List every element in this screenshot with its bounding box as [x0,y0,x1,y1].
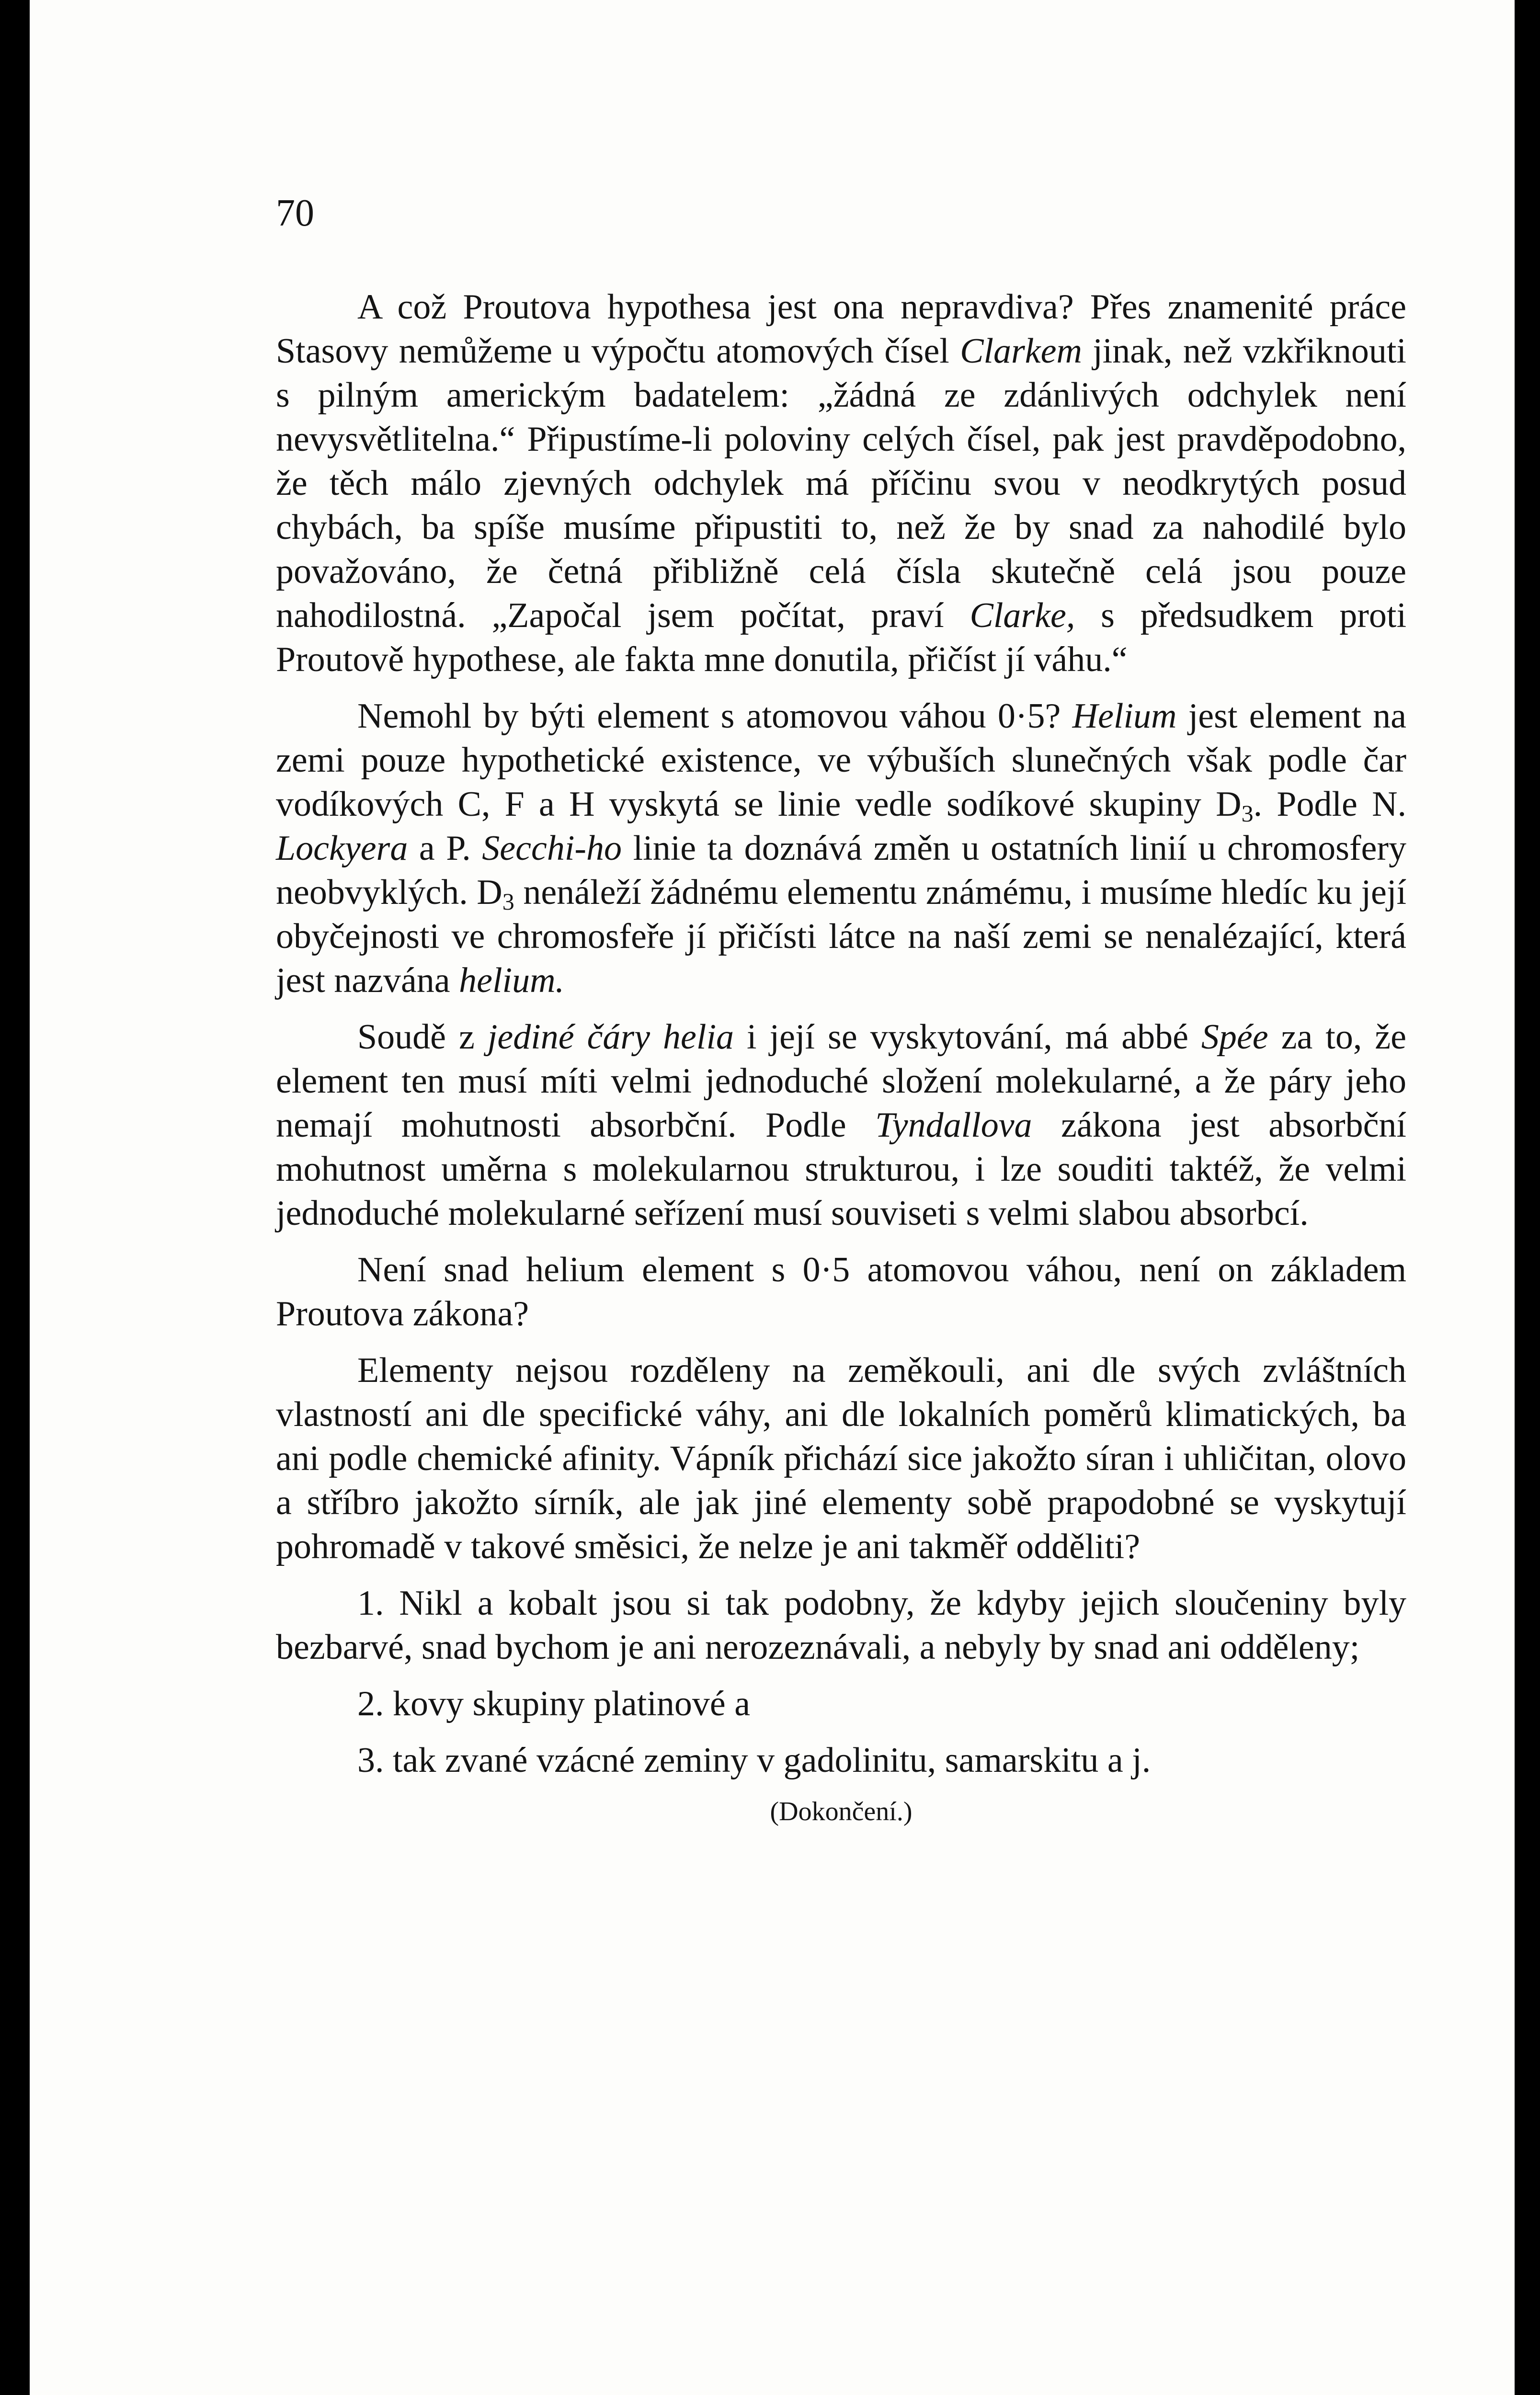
text-run: Nemohl by býti element s atomovou váhou 0·5? [357,696,1072,736]
italic-run: Helium [1072,696,1177,736]
text-run: Elementy nejsou rozděleny na zeměkouli, ani dle svých zvláštních vlastností ani dle specifické váhy, ani dle lokalních poměrů klimatických, ba ani podle chemické afinity. Vápník přichází sice jakožto síran i uhličitan, olovo a stříbro jakožto sírník, ale jak jiné elementy sobě prapodobné se vyskytují pohromadě v takové směsici, že nelze je ani takměř odděliti? [276,1351,1406,1566]
text-run: Soudě z [357,1017,488,1057]
list-item: 2. kovy skupiny platinové a [357,1684,751,1723]
text-run: linie ta doznává změn u ostatních linií u chromosfery neobvyklých. D [276,829,1406,912]
italic-run: Spée [1201,1017,1268,1057]
page-number: 70 [276,192,314,234]
italic-run: Secchi-ho [482,829,622,868]
text-run: jest element na zemi pouze hypothetické existence, ve výbuších slunečných však podle čar vodíkových C, F a H vyskytá se linie vedle sodíkové skupiny D [276,696,1406,824]
italic-run: helium. [459,961,565,1000]
italic-run: Clarke, [970,596,1075,635]
paragraph [276,1348,1406,1569]
italic-run: jediné čáry helia [487,1017,734,1057]
paragraph [276,1248,1406,1336]
italic-run: Tyndallova [875,1106,1032,1145]
document-page [30,0,1515,2395]
subscript-run: 3 [502,888,514,915]
text-run: za to, že element ten musí míti velmi jednoduché složení molekularné, a že páry jeho nemají mohutnosti absorbční. Podle [276,1017,1406,1145]
text-run: a P. [408,829,482,868]
text-run: Není snad helium element s 0·5 atomovou váhou, není on základem Proutova zákona? [276,1250,1406,1334]
list-item: 3. tak zvané vzácné zeminy v gadolinitu, samarskitu a j. [357,1741,1151,1780]
italic-run: Lockyera [276,829,408,868]
body-text [276,285,1406,1841]
text-run: s předsudkem proti Proutově hypothese, ale fakta mne donutila, přičíst jí váhu.“ [276,596,1407,679]
text-run: jinak, než vzkřiknouti s pilným americkým badatelem: „žádná ze zdánlivých odchylek není nevysvětlitelna.“ Připustíme-li poloviny celých čísel, pak jest pravděpodobno, že těch málo zjevných odchylek má příčinu svou v neodkrytých posud chybách, ba spíše musíme připustiti to, než že by snad za nahodilé bylo považováno, že četná přibližně celá čísla skutečně celá jsou pouze nahodilostná. „Započal jsem počítat, praví [276,331,1406,635]
subscript-run: 3 [1241,800,1254,827]
text-run: A což Proutova hypothesa jest ona nepravdiva? Přes znamenité práce Stasovy nemůžeme u výpočtu atomových čísel [276,287,1406,371]
paragraph [276,285,1406,682]
text-run: . Podle N. [1253,785,1407,824]
text-run: i její se vyskytování, má abbé [734,1017,1201,1057]
text-run: zákona jest absorbční mohutnost uměrna s molekularnou strukturou, i lze souditi taktéž, že velmi jednoduché molekularné seřízení musí souviseti s velmi slabou absorbcí. [276,1106,1406,1233]
paragraph [276,1015,1406,1235]
list-item: 1. Nikl a kobalt jsou si tak podobny, že kdyby jejich sloučeniny byly bezbarvé, snad bychom je ani nerozeznávali, a nebyly by snad ani odděleny; [276,1584,1406,1667]
italic-run: Clarkem [960,331,1082,371]
conclusion-note: (Dokončení.) [770,1797,913,1826]
text-run: nenáleží žádnému elementu známému, i musíme hledíc ku její obyčejnosti ve chromosfeře jí přičísti látce na naší zemi se nenalézající, která jest nazvána [276,873,1406,1000]
paragraph [276,694,1406,1003]
